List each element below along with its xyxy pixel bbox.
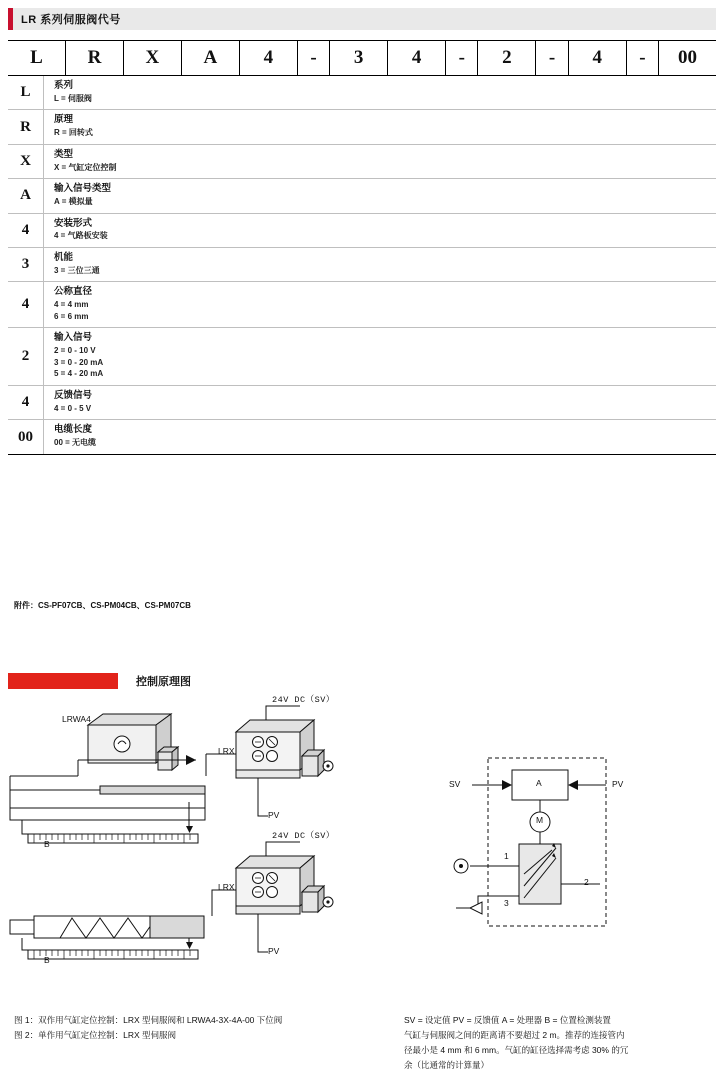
code-separator: - <box>298 41 330 75</box>
code-char-cell: 2 <box>478 41 536 75</box>
label-b-fig2: B <box>44 955 50 965</box>
legend-option: R = 回转式 <box>54 128 93 138</box>
footnote-line: 图 2：单作用气缸定位控制：LRX 型伺服阀 <box>14 1030 176 1041</box>
legend-option: A = 模拟量 <box>54 197 93 207</box>
legend-option: L = 伺服阀 <box>54 93 92 103</box>
code-separator: - <box>627 41 659 75</box>
code-char-cell: 00 <box>678 47 698 68</box>
legend-title: 公称直径 <box>54 286 93 298</box>
legend-body <box>44 76 92 109</box>
code-string-row <box>8 40 716 76</box>
legend-row <box>8 248 716 282</box>
label-b-fig1: B <box>44 839 50 849</box>
code-char-cell: 4 <box>388 41 446 75</box>
legend-key: 00 <box>8 420 44 453</box>
legend-option: 3 = 三位三通 <box>54 265 100 275</box>
legend-title: 输入信号 <box>54 332 93 344</box>
code-char-cell: X <box>124 41 182 75</box>
legend-body <box>44 282 92 327</box>
legend-body <box>44 179 111 212</box>
legend-option: 00 = 无电缆 <box>54 438 97 448</box>
code-char-cell: L <box>8 41 66 75</box>
footnote-line: 气缸与伺服阀之间的距离请不要超过 2 m。推荐的连接管内 <box>404 1030 625 1041</box>
page-title: LR 系列伺服阀代号 <box>21 14 121 26</box>
legend-key: 4 <box>8 282 44 327</box>
legend-key: A <box>8 179 44 212</box>
legend-key: 4 <box>8 214 44 247</box>
legend-key: R <box>8 110 44 143</box>
legend-body <box>44 328 103 385</box>
legend-body <box>44 248 100 281</box>
legend-row <box>8 179 716 213</box>
legend-title: 电缆长度 <box>54 424 93 436</box>
legend-option: 4 = 4 mm <box>54 300 89 310</box>
code-separator: - <box>446 41 478 75</box>
legend-body <box>44 145 116 178</box>
footnotes-left <box>14 1013 394 1044</box>
legend-row <box>8 145 716 179</box>
code-char-cell: A <box>182 41 240 75</box>
legend-option: 4 = 气路板安装 <box>54 231 108 241</box>
label-pv-fig2: PV <box>268 946 280 956</box>
legend-title: 系列 <box>54 80 74 91</box>
code-char-cell: R <box>66 41 124 75</box>
legend-row <box>8 420 716 453</box>
label-port-2: 2 <box>584 877 589 887</box>
label-motor: M <box>536 815 544 825</box>
legend-row <box>8 110 716 144</box>
legend-key: L <box>8 76 44 109</box>
red-block-decoration <box>8 673 118 689</box>
legend-body <box>44 420 96 453</box>
legend-row <box>8 328 716 386</box>
legend-title: 安装形式 <box>54 217 93 229</box>
legend-key: 3 <box>8 248 44 281</box>
legend-row <box>8 76 716 110</box>
label-pv-fig1: PV <box>268 810 280 820</box>
legend-body <box>44 110 93 143</box>
code-char-cell: 4 <box>240 41 298 75</box>
label-port-3: 3 <box>504 898 509 908</box>
legend-body <box>44 214 108 247</box>
legend-key: 2 <box>8 328 44 385</box>
legend-option: 5 = 4 - 20 mA <box>54 369 104 379</box>
label-pv: PV <box>612 779 624 789</box>
footnote-line: 图 1：双作用气缸定位控制：LRX 型伺服阀和 LRWA4-3X-4A-00 下位阀 <box>14 1015 283 1025</box>
footnote-line: SV = 设定值 PV = 反馈值 A = 处理器 B = 位置检测装置 <box>404 1015 611 1025</box>
label-lrwa4: LRWA4 <box>62 714 91 724</box>
code-char-cell: 4 <box>569 41 627 75</box>
legend-title: 反馈信号 <box>54 390 93 402</box>
legend-key: 4 <box>8 386 44 419</box>
section-header-code <box>8 8 716 30</box>
legend-row <box>8 214 716 248</box>
label-lrx-fig2: LRX <box>218 882 235 892</box>
legend-row <box>8 386 716 420</box>
legend-title: 输入信号类型 <box>54 183 112 195</box>
label-sv: SV <box>449 779 461 789</box>
label-a: A <box>536 778 542 788</box>
footnote-line: 余（比通常的计算量） <box>404 1060 490 1071</box>
legend-body <box>44 386 92 419</box>
section-header-diagram <box>8 673 191 689</box>
label-24vdc-fig1: 24V DC（SV） <box>272 695 335 705</box>
legend-option: X = 气缸定位控制 <box>54 162 117 172</box>
code-separator: - <box>536 41 568 75</box>
legend-title: 原理 <box>54 114 74 126</box>
legend-option: 3 = 0 - 20 mA <box>54 357 104 367</box>
control-principle-diagram <box>0 695 724 1008</box>
footnote-line: 径最小是 4 mm 和 6 mm。气缸的缸径选择需考虑 30% 的冗 <box>404 1045 629 1056</box>
diagram-svg <box>0 698 724 1008</box>
label-lrx-fig1: LRX <box>218 746 235 756</box>
footnotes-right <box>404 1013 716 1073</box>
label-port-1: 1 <box>504 851 509 861</box>
legend-title: 机能 <box>54 252 74 264</box>
accessories-note: 附件：CS-PF07CB、CS-PM04CB、CS-PM07CB <box>14 601 191 610</box>
label-24vdc-fig2: 24V DC（SV） <box>272 831 335 841</box>
legend-row <box>8 282 716 328</box>
legend-key: X <box>8 145 44 178</box>
section2-title: 控制原理图 <box>136 676 191 688</box>
legend-title: 类型 <box>54 148 74 160</box>
legend-option: 2 = 0 - 10 V <box>54 346 96 356</box>
code-legend-table <box>8 76 716 455</box>
legend-option: 6 = 6 mm <box>54 311 89 321</box>
legend-option: 4 = 0 - 5 V <box>54 403 92 413</box>
code-char-cell: 3 <box>330 41 388 75</box>
